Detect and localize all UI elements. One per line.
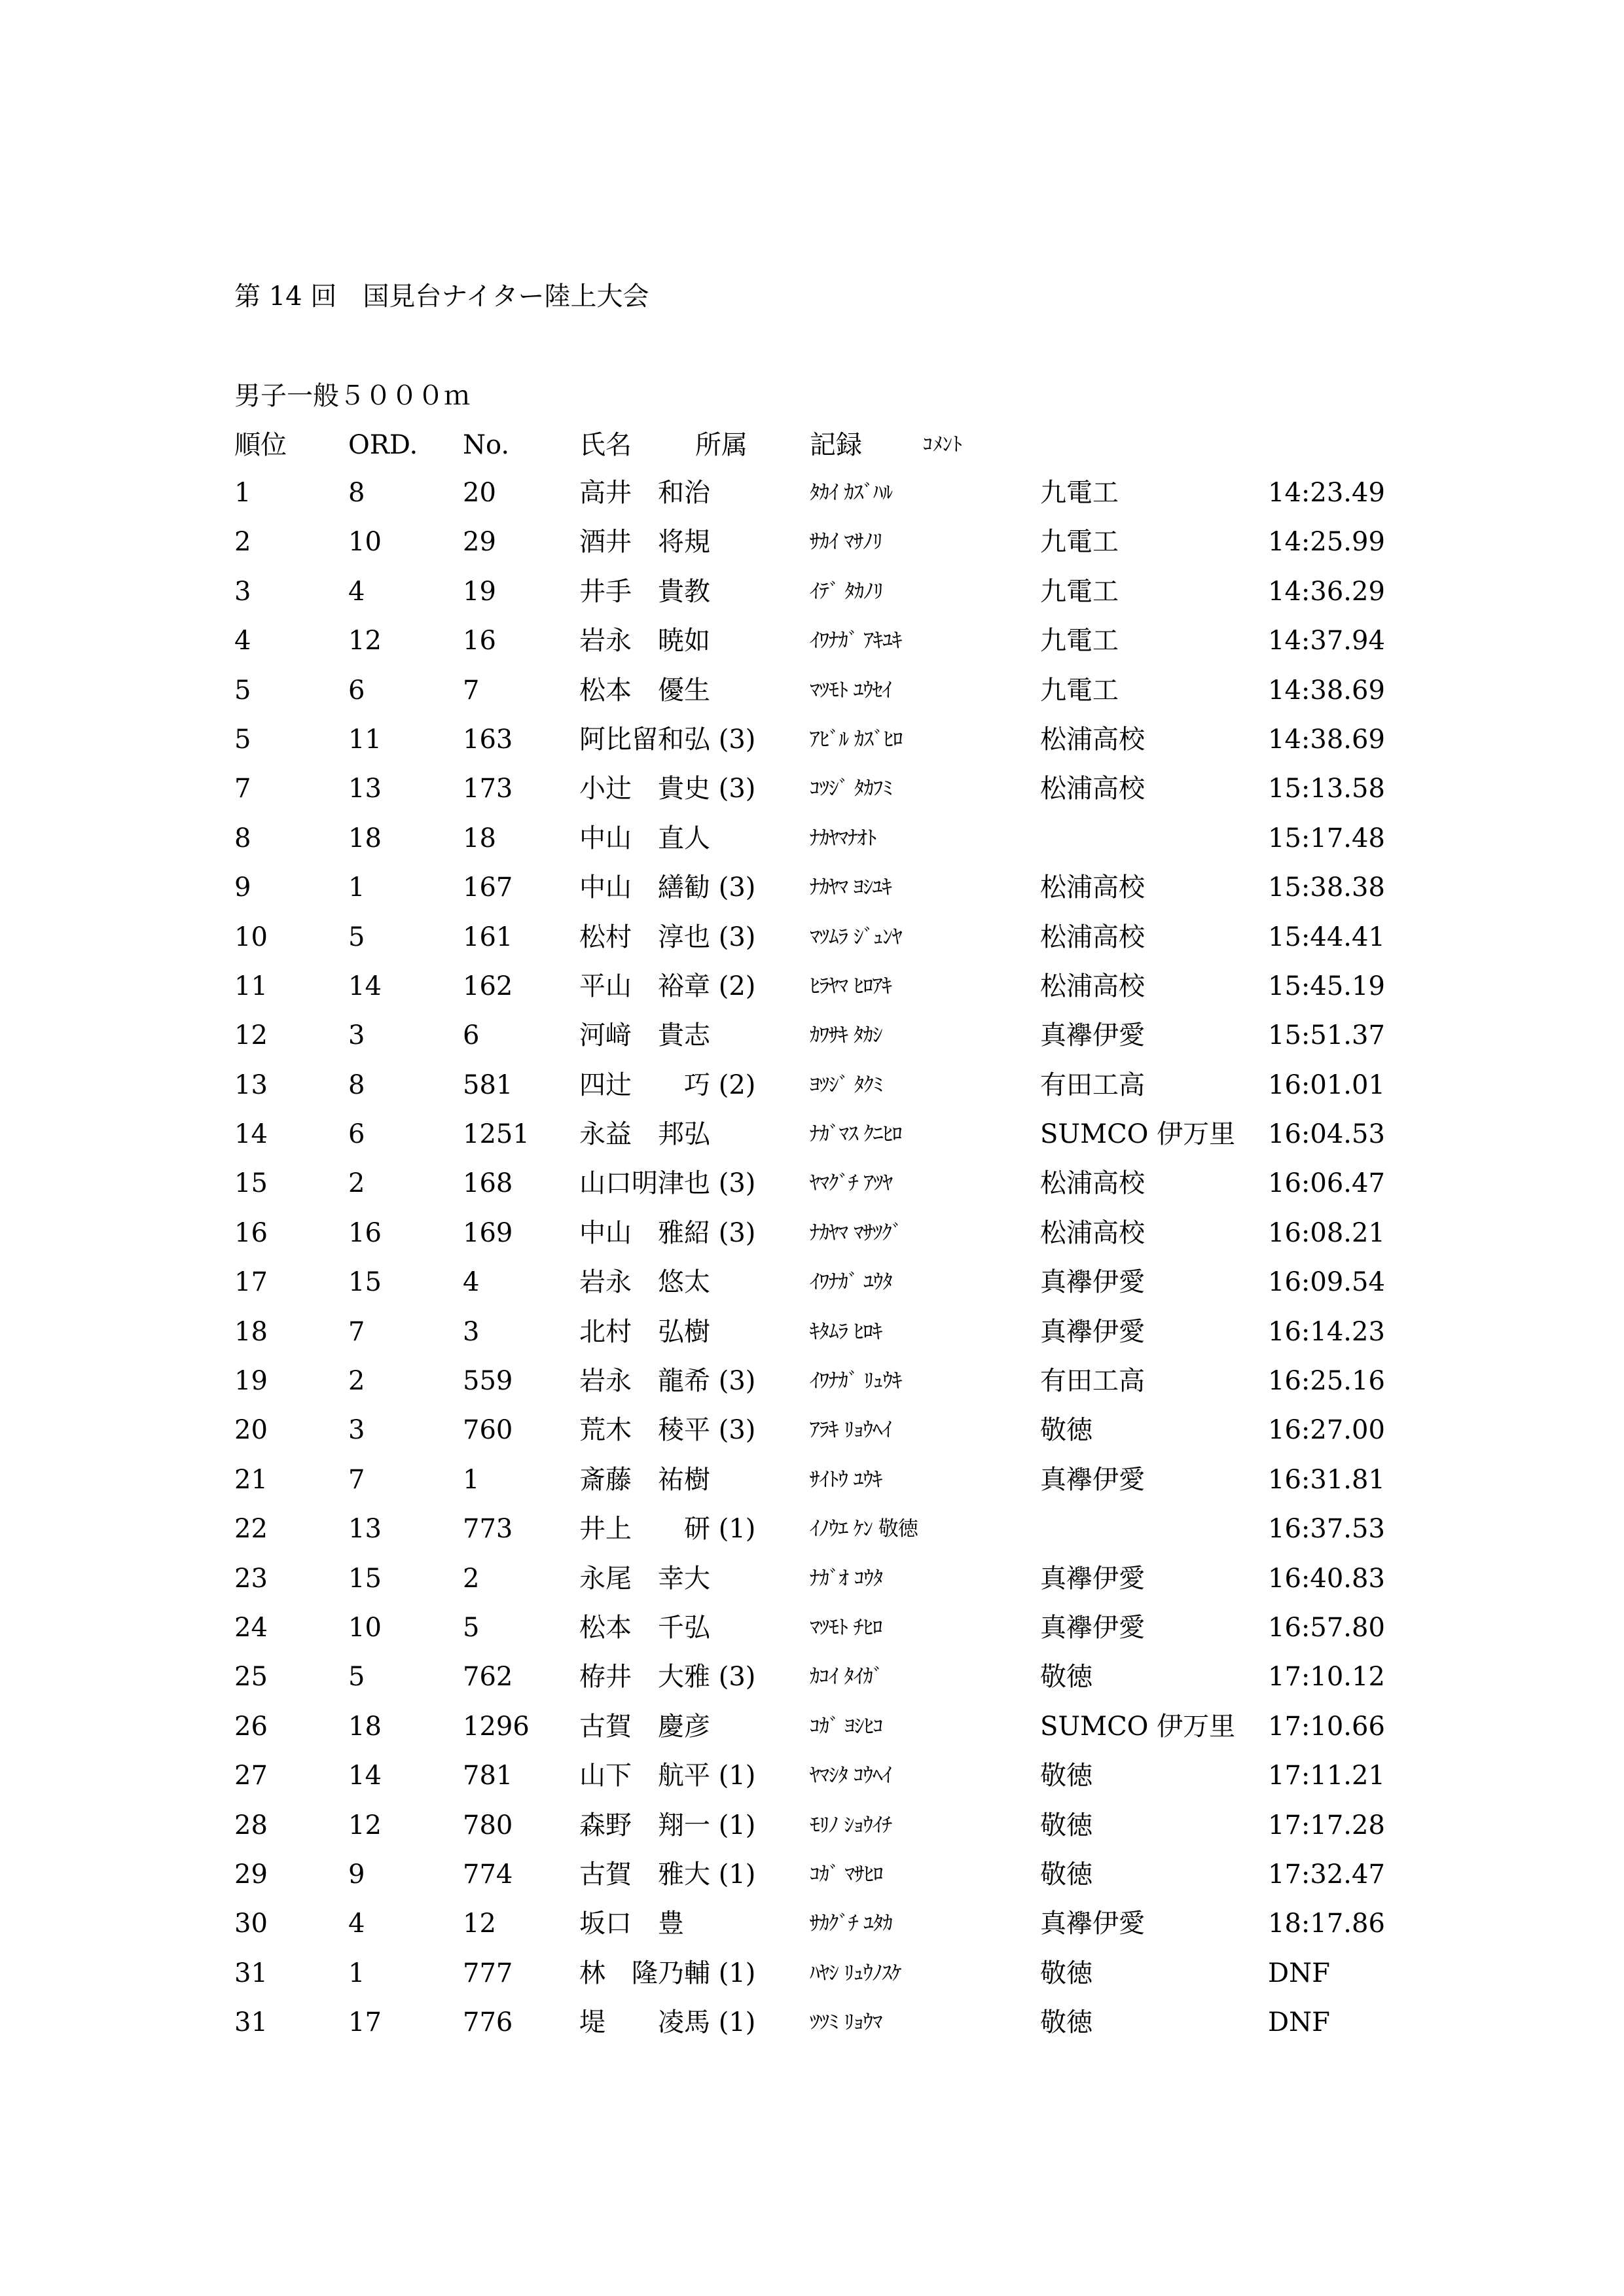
bib-number-cell: 1296 bbox=[463, 1711, 530, 1742]
athlete-name-cell: 松本 優生 bbox=[579, 675, 710, 706]
athlete-kana-cell: ｺﾂｼﾞ ﾀｶﾌﾐ bbox=[810, 777, 892, 801]
ord-cell: 14 bbox=[348, 1761, 382, 1791]
table-row bbox=[0, 1118, 1624, 1167]
record-cell: 14:37.94 bbox=[1268, 626, 1385, 656]
bib-number-cell: 161 bbox=[463, 922, 513, 952]
ord-cell: 12 bbox=[348, 626, 382, 656]
athlete-kana-cell: ｲﾉｳｴ ｹﾝ 敬徳 bbox=[810, 1517, 918, 1541]
bib-number-cell: 29 bbox=[463, 527, 496, 558]
record-cell: 16:25.16 bbox=[1268, 1366, 1385, 1397]
record-cell: 16:09.54 bbox=[1268, 1267, 1385, 1298]
athlete-name-cell: 阿比留和弘 (3) bbox=[579, 724, 756, 755]
athlete-name-cell: 四辻 巧 (2) bbox=[579, 1069, 756, 1100]
bib-number-cell: 1 bbox=[463, 1464, 480, 1495]
bib-number-cell: 16 bbox=[463, 626, 496, 656]
record-cell: 15:45.19 bbox=[1268, 971, 1385, 1001]
team-cell: 真襷伊愛 bbox=[1040, 1464, 1145, 1495]
meet-title: 第 14 回 国見台ナイター陸上大会 bbox=[234, 281, 649, 312]
ord-cell: 6 bbox=[348, 1119, 365, 1150]
table-row bbox=[0, 1266, 1624, 1315]
team-cell: 真襷伊愛 bbox=[1040, 1020, 1145, 1051]
record-cell: 14:25.99 bbox=[1268, 527, 1385, 558]
team-cell: 九電工 bbox=[1040, 527, 1119, 558]
athlete-kana-cell: ﾊﾔｼ ﾘｭｳﾉｽｹ bbox=[810, 1961, 901, 1985]
athlete-name-cell: 小辻 貴史 (3) bbox=[579, 774, 756, 804]
record-cell: 15:44.41 bbox=[1268, 922, 1385, 952]
bib-number-cell: 163 bbox=[463, 724, 513, 755]
athlete-kana-cell: ﾖﾂｼﾞ ﾀｸﾐ bbox=[810, 1073, 883, 1097]
record-cell: 16:57.80 bbox=[1268, 1612, 1385, 1643]
athlete-name-cell: 堤 凌馬 (1) bbox=[579, 2007, 756, 2038]
bib-number-cell: 581 bbox=[463, 1069, 513, 1100]
rank-cell: 13 bbox=[234, 1069, 268, 1100]
rank-cell: 26 bbox=[234, 1711, 268, 1742]
athlete-name-cell: 中山 雅紹 (3) bbox=[579, 1217, 756, 1248]
header-no: No. bbox=[463, 430, 510, 460]
athlete-kana-cell: ｻｲﾄｳ ﾕｳｷ bbox=[810, 1467, 882, 1492]
record-cell: 14:36.29 bbox=[1268, 576, 1385, 607]
athlete-name-cell: 平山 裕章 (2) bbox=[579, 971, 756, 1001]
record-cell: 15:17.48 bbox=[1268, 823, 1385, 853]
bib-number-cell: 780 bbox=[463, 1810, 513, 1840]
table-row bbox=[0, 1069, 1624, 1118]
athlete-name-cell: 井手 貴教 bbox=[579, 576, 710, 607]
ord-cell: 8 bbox=[348, 1069, 365, 1100]
table-row bbox=[0, 970, 1624, 1019]
rank-cell: 2 bbox=[234, 527, 251, 558]
ord-cell: 1 bbox=[348, 872, 365, 903]
team-cell: 真襷伊愛 bbox=[1040, 1316, 1145, 1347]
team-cell: 九電工 bbox=[1040, 675, 1119, 706]
rank-cell: 7 bbox=[234, 774, 251, 804]
record-cell: 15:38.38 bbox=[1268, 872, 1385, 903]
athlete-name-cell: 松本 千弘 bbox=[579, 1612, 710, 1643]
rank-cell: 19 bbox=[234, 1366, 268, 1397]
bib-number-cell: 18 bbox=[463, 823, 496, 853]
athlete-kana-cell: ﾏﾂﾓﾄ ﾁﾋﾛ bbox=[810, 1615, 882, 1640]
bib-number-cell: 4 bbox=[463, 1267, 480, 1298]
record-cell: 16:06.47 bbox=[1268, 1168, 1385, 1199]
team-cell: 松浦高校 bbox=[1040, 724, 1145, 755]
athlete-name-cell: 松村 淳也 (3) bbox=[579, 922, 756, 952]
ord-cell: 16 bbox=[348, 1217, 382, 1248]
rank-cell: 8 bbox=[234, 823, 251, 853]
team-cell: 松浦高校 bbox=[1040, 872, 1145, 903]
bib-number-cell: 559 bbox=[463, 1366, 513, 1397]
ord-cell: 18 bbox=[348, 823, 382, 853]
athlete-kana-cell: ｺｶﾞ ﾏｻﾋﾛ bbox=[810, 1862, 883, 1886]
bib-number-cell: 12 bbox=[463, 1909, 496, 1939]
bib-number-cell: 5 bbox=[463, 1612, 480, 1643]
record-cell: 16:04.53 bbox=[1268, 1119, 1385, 1150]
ord-cell: 15 bbox=[348, 1267, 382, 1298]
athlete-name-cell: 荒木 稜平 (3) bbox=[579, 1415, 756, 1446]
table-header bbox=[0, 429, 1624, 461]
bib-number-cell: 777 bbox=[463, 1958, 513, 1988]
table-row bbox=[0, 1019, 1624, 1068]
record-cell: 16:27.00 bbox=[1268, 1415, 1385, 1446]
athlete-name-cell: 永益 邦弘 bbox=[579, 1119, 710, 1150]
results-table bbox=[0, 476, 1624, 2056]
rank-cell: 29 bbox=[234, 1859, 268, 1890]
ord-cell: 13 bbox=[348, 1514, 382, 1545]
ord-cell: 18 bbox=[348, 1711, 382, 1742]
table-row bbox=[0, 1710, 1624, 1759]
table-row bbox=[0, 1463, 1624, 1513]
team-cell: 有田工高 bbox=[1040, 1366, 1145, 1397]
athlete-kana-cell: ｲﾃﾞ ﾀｶﾉﾘ bbox=[810, 579, 883, 603]
rank-cell: 28 bbox=[234, 1810, 268, 1840]
table-row bbox=[0, 871, 1624, 920]
athlete-name-cell: 古賀 慶彦 bbox=[579, 1711, 710, 1742]
athlete-kana-cell: ｻｶｲ ﾏｻﾉﾘ bbox=[810, 530, 882, 554]
ord-cell: 13 bbox=[348, 774, 382, 804]
team-cell: 敬徳 bbox=[1040, 1662, 1092, 1693]
rank-cell: 31 bbox=[234, 2007, 268, 2038]
athlete-name-cell: 林 隆乃輔 (1) bbox=[579, 1958, 756, 1988]
rank-cell: 10 bbox=[234, 922, 268, 952]
table-row bbox=[0, 1611, 1624, 1660]
athlete-kana-cell: ﾔﾏｼﾀ ｺｳﾍｲ bbox=[810, 1764, 892, 1788]
table-row bbox=[0, 1562, 1624, 1611]
ord-cell: 1 bbox=[348, 1958, 365, 1988]
table-row bbox=[0, 526, 1624, 575]
table-row bbox=[0, 1660, 1624, 1710]
record-cell: 16:14.23 bbox=[1268, 1316, 1385, 1347]
team-cell: SUMCO 伊万里 bbox=[1040, 1711, 1236, 1742]
bib-number-cell: 168 bbox=[463, 1168, 513, 1199]
ord-cell: 11 bbox=[348, 724, 382, 755]
record-cell: 16:08.21 bbox=[1268, 1217, 1385, 1248]
ord-cell: 6 bbox=[348, 675, 365, 706]
team-cell: 敬徳 bbox=[1040, 1415, 1092, 1446]
record-cell: 16:37.53 bbox=[1268, 1514, 1385, 1545]
athlete-name-cell: 岩永 暁如 bbox=[579, 626, 710, 656]
rank-cell: 11 bbox=[234, 971, 268, 1001]
rank-cell: 18 bbox=[234, 1316, 268, 1347]
team-cell: 九電工 bbox=[1040, 626, 1119, 656]
athlete-kana-cell: ｲﾜﾅｶﾞ ﾕｳﾀ bbox=[810, 1270, 892, 1295]
ord-cell: 7 bbox=[348, 1316, 365, 1347]
athlete-kana-cell: ﾔﾏｸﾞﾁ ｱﾂﾔ bbox=[810, 1172, 892, 1196]
rank-cell: 20 bbox=[234, 1415, 268, 1446]
record-cell: 17:17.28 bbox=[1268, 1810, 1385, 1840]
athlete-kana-cell: ｻｶｸﾞﾁ ﾕﾀｶ bbox=[810, 1912, 892, 1936]
ord-cell: 5 bbox=[348, 922, 365, 952]
team-cell: 真襷伊愛 bbox=[1040, 1909, 1145, 1939]
athlete-name-cell: 中山 繕勧 (3) bbox=[579, 872, 756, 903]
rank-cell: 22 bbox=[234, 1514, 268, 1545]
athlete-name-cell: 井上 研 (1) bbox=[579, 1514, 756, 1545]
record-cell: 15:51.37 bbox=[1268, 1020, 1385, 1051]
table-row bbox=[0, 822, 1624, 871]
athlete-kana-cell: ｱﾋﾞﾙ ｶｽﾞﾋﾛ bbox=[810, 727, 903, 751]
table-row bbox=[0, 674, 1624, 723]
team-cell: 敬徳 bbox=[1040, 1859, 1092, 1890]
athlete-kana-cell: ﾋﾗﾔﾏ ﾋﾛｱｷ bbox=[810, 974, 892, 998]
bib-number-cell: 173 bbox=[463, 774, 513, 804]
bib-number-cell: 20 bbox=[463, 478, 496, 508]
ord-cell: 3 bbox=[348, 1020, 365, 1051]
bib-number-cell: 762 bbox=[463, 1662, 513, 1693]
ord-cell: 2 bbox=[348, 1168, 365, 1199]
record-cell: DNF bbox=[1268, 2007, 1330, 2038]
record-cell: 17:10.12 bbox=[1268, 1662, 1385, 1693]
team-cell: 九電工 bbox=[1040, 478, 1119, 508]
ord-cell: 5 bbox=[348, 1662, 365, 1693]
athlete-name-cell: 中山 直人 bbox=[579, 823, 710, 853]
rank-cell: 31 bbox=[234, 1958, 268, 1988]
rank-cell: 1 bbox=[234, 478, 251, 508]
table-row bbox=[0, 1759, 1624, 1808]
table-row bbox=[0, 772, 1624, 821]
athlete-name-cell: 山口明津也 (3) bbox=[579, 1168, 756, 1199]
record-cell: 17:11.21 bbox=[1268, 1761, 1385, 1791]
athlete-name-cell: 北村 弘樹 bbox=[579, 1316, 710, 1347]
record-cell: 18:17.86 bbox=[1268, 1909, 1385, 1939]
ord-cell: 4 bbox=[348, 576, 365, 607]
bib-number-cell: 19 bbox=[463, 576, 496, 607]
athlete-kana-cell: ｶﾜｻｷ ﾀｶｼ bbox=[810, 1024, 882, 1048]
athlete-kana-cell: ﾏﾂﾑﾗ ｼﾞｭﾝﾔ bbox=[810, 925, 902, 949]
header-ord: ORD. bbox=[348, 430, 418, 460]
rank-cell: 12 bbox=[234, 1020, 268, 1051]
bib-number-cell: 7 bbox=[463, 675, 480, 706]
table-row bbox=[0, 476, 1624, 526]
rank-cell: 5 bbox=[234, 724, 251, 755]
athlete-kana-cell: ﾀｶｲ ｶｽﾞﾊﾙ bbox=[810, 481, 892, 505]
athlete-name-cell: 高井 和治 bbox=[579, 478, 710, 508]
athlete-name-cell: 岩永 龍希 (3) bbox=[579, 1366, 756, 1397]
athlete-kana-cell: ﾅｶﾞﾏｽ ｸﾆﾋﾛ bbox=[810, 1122, 902, 1147]
ord-cell: 10 bbox=[348, 1612, 382, 1643]
athlete-name-cell: 坂口 豊 bbox=[579, 1909, 684, 1939]
table-row bbox=[0, 2006, 1624, 2055]
athlete-kana-cell: ﾓﾘﾉ ｼｮｳｲﾁ bbox=[810, 1813, 892, 1837]
team-cell: 敬徳 bbox=[1040, 2007, 1092, 2038]
team-cell: 真襷伊愛 bbox=[1040, 1563, 1145, 1594]
team-cell: 松浦高校 bbox=[1040, 1217, 1145, 1248]
ord-cell: 4 bbox=[348, 1909, 365, 1939]
header-comment: ｺﾒﾝﾄ bbox=[923, 433, 962, 456]
ord-cell: 2 bbox=[348, 1366, 365, 1397]
table-row bbox=[0, 1513, 1624, 1562]
athlete-name-cell: 栫井 大雅 (3) bbox=[579, 1662, 756, 1693]
event-title: 男子一般５０００ｍ bbox=[234, 381, 470, 411]
team-cell: 松浦高校 bbox=[1040, 971, 1145, 1001]
table-row bbox=[0, 1316, 1624, 1365]
table-row bbox=[0, 1414, 1624, 1463]
athlete-kana-cell: ﾏﾂﾓﾄ ﾕｳｾｲ bbox=[810, 678, 892, 702]
bib-number-cell: 760 bbox=[463, 1415, 513, 1446]
team-cell: 九電工 bbox=[1040, 576, 1119, 607]
athlete-name-cell: 山下 航平 (1) bbox=[579, 1761, 756, 1791]
athlete-name-cell: 河﨑 貴志 bbox=[579, 1020, 710, 1051]
table-row bbox=[0, 723, 1624, 772]
ord-cell: 7 bbox=[348, 1464, 365, 1495]
header-record: 記録 bbox=[810, 430, 862, 460]
athlete-name-cell: 森野 翔一 (1) bbox=[579, 1810, 756, 1840]
bib-number-cell: 2 bbox=[463, 1563, 480, 1594]
rank-cell: 14 bbox=[234, 1119, 268, 1150]
table-row bbox=[0, 624, 1624, 673]
ord-cell: 3 bbox=[348, 1415, 365, 1446]
rank-cell: 24 bbox=[234, 1612, 268, 1643]
table-row bbox=[0, 575, 1624, 624]
athlete-kana-cell: ｶｺｲ ﾀｲｶﾞ bbox=[810, 1665, 883, 1689]
table-row bbox=[0, 1167, 1624, 1216]
athlete-name-cell: 酒井 将規 bbox=[579, 527, 710, 558]
athlete-kana-cell: ｺｶﾞ ﾖｼﾋｺ bbox=[810, 1714, 883, 1738]
team-cell: 松浦高校 bbox=[1040, 1168, 1145, 1199]
record-cell: 17:32.47 bbox=[1268, 1859, 1385, 1890]
table-row bbox=[0, 921, 1624, 970]
team-cell: SUMCO 伊万里 bbox=[1040, 1119, 1236, 1150]
record-cell: 14:23.49 bbox=[1268, 478, 1385, 508]
rank-cell: 9 bbox=[234, 872, 251, 903]
ord-cell: 14 bbox=[348, 971, 382, 1001]
team-cell: 真襷伊愛 bbox=[1040, 1267, 1145, 1298]
athlete-kana-cell: ﾅｶﾞｵ ｺｳﾀ bbox=[810, 1566, 883, 1590]
team-cell: 松浦高校 bbox=[1040, 774, 1145, 804]
rank-cell: 23 bbox=[234, 1563, 268, 1594]
rank-cell: 25 bbox=[234, 1662, 268, 1693]
record-cell: 16:31.81 bbox=[1268, 1464, 1385, 1495]
bib-number-cell: 6 bbox=[463, 1020, 480, 1051]
rank-cell: 16 bbox=[234, 1217, 268, 1248]
athlete-kana-cell: ｲﾜﾅｶﾞ ﾘｭｳｷ bbox=[810, 1369, 902, 1393]
athlete-name-cell: 永尾 幸大 bbox=[579, 1563, 710, 1594]
athlete-kana-cell: ﾅｶﾔﾏﾅｵﾄ bbox=[810, 826, 876, 850]
bib-number-cell: 773 bbox=[463, 1514, 513, 1545]
athlete-kana-cell: ﾅｶﾔﾏ ﾖｼﾕｷ bbox=[810, 876, 892, 900]
record-cell: 17:10.66 bbox=[1268, 1711, 1385, 1742]
header-team: 所属 bbox=[695, 430, 748, 460]
table-row bbox=[0, 1858, 1624, 1907]
ord-cell: 15 bbox=[348, 1563, 382, 1594]
table-row bbox=[0, 1809, 1624, 1858]
record-cell: 16:40.83 bbox=[1268, 1563, 1385, 1594]
table-row bbox=[0, 1957, 1624, 2006]
team-cell: 敬徳 bbox=[1040, 1810, 1092, 1840]
team-cell: 敬徳 bbox=[1040, 1958, 1092, 1988]
table-row bbox=[0, 1217, 1624, 1266]
table-row bbox=[0, 1365, 1624, 1414]
athlete-kana-cell: ｷﾀﾑﾗ ﾋﾛｷ bbox=[810, 1319, 882, 1344]
team-cell: 真襷伊愛 bbox=[1040, 1612, 1145, 1643]
team-cell: 敬徳 bbox=[1040, 1761, 1092, 1791]
athlete-kana-cell: ﾂﾂﾐ ﾘｮｳﾏ bbox=[810, 2011, 882, 2035]
team-cell: 松浦高校 bbox=[1040, 922, 1145, 952]
bib-number-cell: 776 bbox=[463, 2007, 513, 2038]
bib-number-cell: 167 bbox=[463, 872, 513, 903]
record-cell: 14:38.69 bbox=[1268, 724, 1385, 755]
rank-cell: 21 bbox=[234, 1464, 268, 1495]
rank-cell: 30 bbox=[234, 1909, 268, 1939]
bib-number-cell: 3 bbox=[463, 1316, 480, 1347]
bib-number-cell: 1251 bbox=[463, 1119, 530, 1150]
rank-cell: 4 bbox=[234, 626, 251, 656]
rank-cell: 17 bbox=[234, 1267, 268, 1298]
record-cell: 14:38.69 bbox=[1268, 675, 1385, 706]
athlete-name-cell: 古賀 雅大 (1) bbox=[579, 1859, 756, 1890]
rank-cell: 27 bbox=[234, 1761, 268, 1791]
header-rank: 順位 bbox=[234, 430, 287, 460]
ord-cell: 17 bbox=[348, 2007, 382, 2038]
table-row bbox=[0, 1907, 1624, 1956]
team-cell: 有田工高 bbox=[1040, 1069, 1145, 1100]
rank-cell: 5 bbox=[234, 675, 251, 706]
rank-cell: 15 bbox=[234, 1168, 268, 1199]
ord-cell: 10 bbox=[348, 527, 382, 558]
record-cell: 15:13.58 bbox=[1268, 774, 1385, 804]
athlete-kana-cell: ｲﾜﾅｶﾞ ｱｷﾕｷ bbox=[810, 629, 902, 653]
bib-number-cell: 774 bbox=[463, 1859, 513, 1890]
athlete-kana-cell: ﾅｶﾔﾏ ﾏｻﾂｸﾞ bbox=[810, 1221, 902, 1245]
rank-cell: 3 bbox=[234, 576, 251, 607]
record-cell: 16:01.01 bbox=[1268, 1069, 1385, 1100]
record-cell: DNF bbox=[1268, 1958, 1330, 1988]
header-name: 氏名 bbox=[579, 430, 632, 460]
ord-cell: 12 bbox=[348, 1810, 382, 1840]
athlete-kana-cell: ｱﾗｷ ﾘｮｳﾍｲ bbox=[810, 1418, 892, 1443]
athlete-name-cell: 岩永 悠太 bbox=[579, 1267, 710, 1298]
bib-number-cell: 169 bbox=[463, 1217, 513, 1248]
bib-number-cell: 162 bbox=[463, 971, 513, 1001]
athlete-name-cell: 斎藤 祐樹 bbox=[579, 1464, 710, 1495]
ord-cell: 9 bbox=[348, 1859, 365, 1890]
bib-number-cell: 781 bbox=[463, 1761, 513, 1791]
ord-cell: 8 bbox=[348, 478, 365, 508]
